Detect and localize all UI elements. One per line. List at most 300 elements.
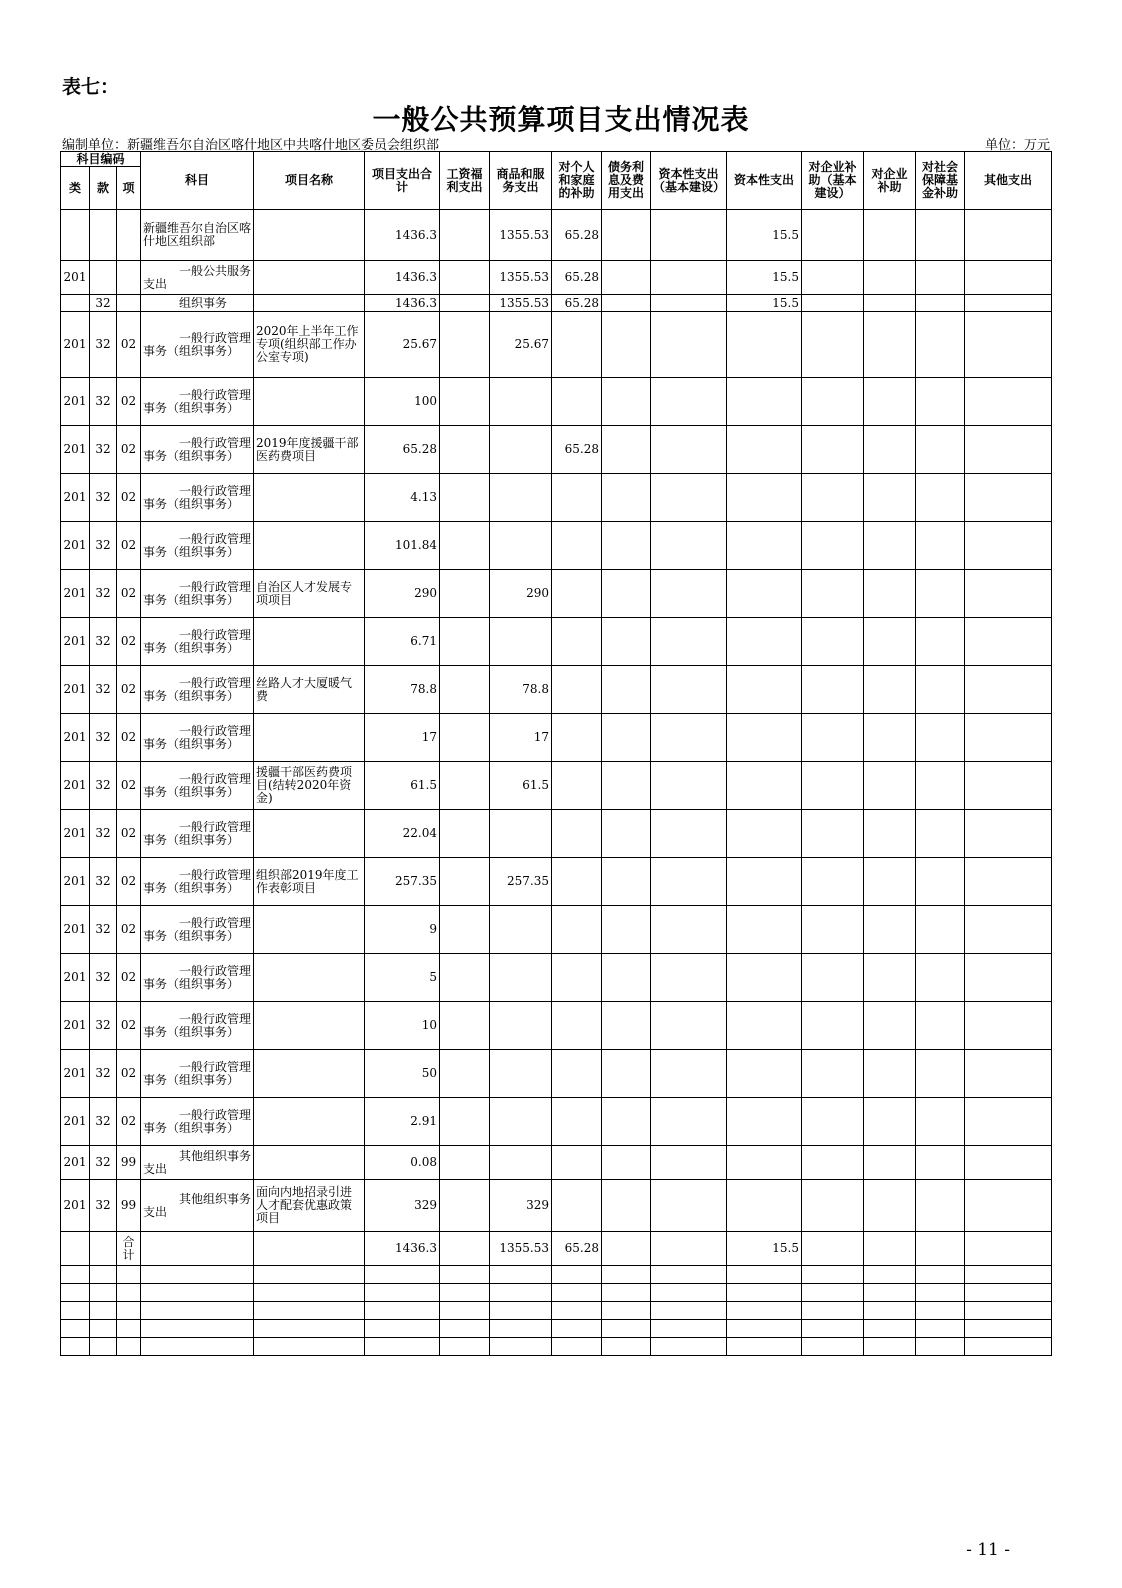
subject-cell: 一般行政管理事务（组织事务） <box>141 810 254 858</box>
project-name-cell <box>254 295 365 312</box>
empty-cell <box>651 1266 727 1284</box>
empty-cell <box>61 1302 90 1320</box>
xiang-cell: 02 <box>117 570 141 618</box>
individual-subsidy-cell <box>552 1180 602 1232</box>
capital-cell <box>727 858 802 906</box>
goods-services-cell <box>490 954 552 1002</box>
goods-services-cell <box>490 1050 552 1098</box>
capital-cell <box>727 570 802 618</box>
enterprise-basic-cell <box>802 312 864 378</box>
other-cell <box>965 570 1052 618</box>
empty-cell <box>965 1266 1052 1284</box>
project-name-cell: 2019年度援疆干部医药费项目 <box>254 426 365 474</box>
enterprise-cell <box>864 474 916 522</box>
empty-cell <box>490 1338 552 1356</box>
empty-cell <box>141 1266 254 1284</box>
kuan-cell: 32 <box>90 426 117 474</box>
enterprise-basic-cell <box>802 1180 864 1232</box>
empty-row <box>61 1266 1052 1284</box>
other-cell <box>965 378 1052 426</box>
page-number: - 11 - <box>966 1540 1010 1560</box>
lei-cell: 201 <box>61 762 90 810</box>
lei-cell: 201 <box>61 474 90 522</box>
capital-basic-cell <box>651 570 727 618</box>
empty-cell <box>365 1266 440 1284</box>
goods-services-cell: 290 <box>490 570 552 618</box>
page-title: 一般公共预算项目支出情况表 <box>372 103 750 136</box>
capital-basic-cell <box>651 714 727 762</box>
wage-welfare-cell <box>440 210 490 261</box>
goods-services-cell <box>490 426 552 474</box>
empty-cell <box>117 1284 141 1302</box>
social-security-cell <box>916 261 965 295</box>
wage-welfare-cell <box>440 474 490 522</box>
capital-cell <box>727 1002 802 1050</box>
other-cell <box>965 858 1052 906</box>
wage-welfare-cell <box>440 810 490 858</box>
other-cell <box>965 618 1052 666</box>
capital-cell <box>727 378 802 426</box>
debt-interest-cell <box>602 1050 651 1098</box>
lei-cell: 201 <box>61 714 90 762</box>
xiang-cell: 02 <box>117 1002 141 1050</box>
goods-services-cell: 1355.53 <box>490 261 552 295</box>
empty-cell <box>602 1284 651 1302</box>
capital-cell <box>727 522 802 570</box>
empty-row <box>61 1302 1052 1320</box>
total-cell: 257.35 <box>365 858 440 906</box>
table-row <box>61 261 1052 295</box>
project-name-cell <box>254 210 365 261</box>
capital-cell <box>727 1180 802 1232</box>
xiang-cell: 02 <box>117 762 141 810</box>
header-kuan: 款 <box>90 167 117 210</box>
capital-cell <box>727 714 802 762</box>
enterprise-basic-cell <box>802 570 864 618</box>
subject-cell: 一般行政管理事务（组织事务） <box>141 1050 254 1098</box>
xiang-cell: 99 <box>117 1146 141 1180</box>
social-security-cell <box>916 858 965 906</box>
xiang-cell: 02 <box>117 858 141 906</box>
enterprise-basic-cell <box>802 954 864 1002</box>
empty-cell <box>141 1302 254 1320</box>
enterprise-cell <box>864 378 916 426</box>
capital-basic-cell <box>651 522 727 570</box>
social-security-cell <box>916 522 965 570</box>
total-cell: 50 <box>365 1050 440 1098</box>
debt-interest-cell <box>602 570 651 618</box>
header-other: 其他支出 <box>965 152 1052 210</box>
goods-services-cell <box>490 1146 552 1180</box>
subject-cell <box>141 1232 254 1266</box>
project-name-cell <box>254 1002 365 1050</box>
empty-cell <box>440 1320 490 1338</box>
empty-cell <box>802 1320 864 1338</box>
empty-cell <box>490 1320 552 1338</box>
empty-cell <box>727 1320 802 1338</box>
project-name-cell <box>254 474 365 522</box>
other-cell <box>965 1002 1052 1050</box>
xiang-cell <box>117 210 141 261</box>
capital-basic-cell <box>651 426 727 474</box>
wage-welfare-cell <box>440 1002 490 1050</box>
empty-cell <box>365 1338 440 1356</box>
enterprise-basic-cell <box>802 261 864 295</box>
empty-cell <box>552 1320 602 1338</box>
table-row <box>61 1050 1052 1098</box>
kuan-cell: 32 <box>90 295 117 312</box>
unit-label: 单位：万元 <box>984 138 1050 153</box>
empty-cell <box>965 1302 1052 1320</box>
empty-cell <box>727 1338 802 1356</box>
enterprise-cell <box>864 295 916 312</box>
xiang-cell: 02 <box>117 312 141 378</box>
enterprise-basic-cell <box>802 1050 864 1098</box>
goods-services-cell <box>490 1098 552 1146</box>
other-cell <box>965 426 1052 474</box>
lei-cell: 201 <box>61 570 90 618</box>
table-row <box>61 474 1052 522</box>
enterprise-basic-cell <box>802 1002 864 1050</box>
individual-subsidy-cell: 65.28 <box>552 295 602 312</box>
capital-basic-cell <box>651 261 727 295</box>
enterprise-cell <box>864 1180 916 1232</box>
lei-cell: 201 <box>61 618 90 666</box>
total-cell: 2.91 <box>365 1098 440 1146</box>
lei-cell: 201 <box>61 858 90 906</box>
individual-subsidy-cell: 65.28 <box>552 1232 602 1266</box>
debt-interest-cell <box>602 906 651 954</box>
project-name-cell <box>254 618 365 666</box>
header-xiang: 项 <box>117 167 141 210</box>
empty-cell <box>727 1266 802 1284</box>
empty-cell <box>916 1266 965 1284</box>
total-cell: 100 <box>365 378 440 426</box>
total-label: 合计 <box>117 1232 141 1266</box>
xiang-cell: 02 <box>117 714 141 762</box>
table-row <box>61 1098 1052 1146</box>
empty-cell <box>141 1338 254 1356</box>
social-security-cell <box>916 666 965 714</box>
individual-subsidy-cell: 65.28 <box>552 261 602 295</box>
empty-cell <box>61 1338 90 1356</box>
subject-cell: 其他组织事务支出 <box>141 1146 254 1180</box>
table-label: 表七： <box>62 76 120 98</box>
empty-cell <box>965 1284 1052 1302</box>
other-cell <box>965 762 1052 810</box>
total-cell: 1436.3 <box>365 261 440 295</box>
capital-cell: 15.5 <box>727 1232 802 1266</box>
goods-services-cell <box>490 1002 552 1050</box>
empty-cell <box>61 1284 90 1302</box>
social-security-cell <box>916 618 965 666</box>
total-cell: 101.84 <box>365 522 440 570</box>
individual-subsidy-cell <box>552 858 602 906</box>
capital-cell: 15.5 <box>727 295 802 312</box>
lei-cell: 201 <box>61 1050 90 1098</box>
xiang-cell: 02 <box>117 426 141 474</box>
capital-cell <box>727 474 802 522</box>
debt-interest-cell <box>602 1232 651 1266</box>
goods-services-cell <box>490 378 552 426</box>
individual-subsidy-cell <box>552 522 602 570</box>
empty-cell <box>141 1284 254 1302</box>
empty-cell <box>552 1284 602 1302</box>
other-cell <box>965 1180 1052 1232</box>
empty-cell <box>864 1266 916 1284</box>
total-cell: 0.08 <box>365 1146 440 1180</box>
xiang-cell: 02 <box>117 618 141 666</box>
subject-cell: 一般行政管理事务（组织事务） <box>141 954 254 1002</box>
other-cell <box>965 1232 1052 1266</box>
prepared-by: 编制单位：新疆维吾尔自治区喀什地区中共喀什地区委员会组织部 <box>62 138 440 153</box>
enterprise-basic-cell <box>802 714 864 762</box>
lei-cell: 201 <box>61 378 90 426</box>
social-security-cell <box>916 474 965 522</box>
enterprise-basic-cell <box>802 1098 864 1146</box>
other-cell <box>965 1050 1052 1098</box>
debt-interest-cell <box>602 295 651 312</box>
project-name-cell: 组织部2019年度工作表彰项目 <box>254 858 365 906</box>
capital-cell <box>727 954 802 1002</box>
enterprise-cell <box>864 954 916 1002</box>
project-name-cell <box>254 522 365 570</box>
capital-basic-cell <box>651 1098 727 1146</box>
debt-interest-cell <box>602 474 651 522</box>
wage-welfare-cell <box>440 1146 490 1180</box>
social-security-cell <box>916 762 965 810</box>
xiang-cell: 02 <box>117 522 141 570</box>
lei-cell <box>61 210 90 261</box>
wage-welfare-cell <box>440 1180 490 1232</box>
empty-cell <box>61 1320 90 1338</box>
wage-welfare-cell <box>440 1232 490 1266</box>
total-cell: 329 <box>365 1180 440 1232</box>
header-subject: 科目 <box>141 152 254 210</box>
project-name-cell: 自治区人才发展专项项目 <box>254 570 365 618</box>
lei-cell: 201 <box>61 1146 90 1180</box>
empty-cell <box>727 1302 802 1320</box>
lei-cell <box>61 295 90 312</box>
header-lei: 类 <box>61 167 90 210</box>
enterprise-cell <box>864 261 916 295</box>
xiang-cell: 99 <box>117 1180 141 1232</box>
empty-cell <box>440 1302 490 1320</box>
empty-row <box>61 1320 1052 1338</box>
enterprise-cell <box>864 522 916 570</box>
lei-cell: 201 <box>61 810 90 858</box>
empty-cell <box>916 1284 965 1302</box>
capital-basic-cell <box>651 474 727 522</box>
header-project-name: 项目名称 <box>254 152 365 210</box>
subject-cell: 一般行政管理事务（组织事务） <box>141 618 254 666</box>
empty-cell <box>916 1320 965 1338</box>
header-capital-basic: 资本性支出（基本建设） <box>651 152 727 210</box>
empty-cell <box>90 1320 117 1338</box>
capital-cell <box>727 312 802 378</box>
kuan-cell: 32 <box>90 1180 117 1232</box>
other-cell <box>965 1146 1052 1180</box>
kuan-cell: 32 <box>90 312 117 378</box>
empty-cell <box>552 1338 602 1356</box>
empty-cell <box>602 1320 651 1338</box>
individual-subsidy-cell <box>552 570 602 618</box>
capital-cell <box>727 762 802 810</box>
enterprise-cell <box>864 1002 916 1050</box>
empty-cell <box>802 1284 864 1302</box>
capital-basic-cell <box>651 810 727 858</box>
kuan-cell: 32 <box>90 474 117 522</box>
subject-cell: 新疆维吾尔自治区喀什地区组织部 <box>141 210 254 261</box>
enterprise-cell <box>864 426 916 474</box>
kuan-cell: 32 <box>90 858 117 906</box>
social-security-cell <box>916 714 965 762</box>
other-cell <box>965 295 1052 312</box>
empty-cell <box>602 1266 651 1284</box>
kuan-cell: 32 <box>90 378 117 426</box>
enterprise-basic-cell <box>802 426 864 474</box>
table-row <box>61 1180 1052 1232</box>
empty-cell <box>651 1338 727 1356</box>
other-cell <box>965 666 1052 714</box>
empty-cell <box>90 1266 117 1284</box>
project-name-cell: 2020年上半年工作专项(组织部工作办公室专项) <box>254 312 365 378</box>
project-name-cell <box>254 810 365 858</box>
social-security-cell <box>916 954 965 1002</box>
budget-table <box>60 151 1052 1356</box>
table-row <box>61 1146 1052 1180</box>
capital-cell: 15.5 <box>727 210 802 261</box>
xiang-cell: 02 <box>117 474 141 522</box>
kuan-cell: 32 <box>90 1146 117 1180</box>
xiang-cell: 02 <box>117 1098 141 1146</box>
enterprise-basic-cell <box>802 1232 864 1266</box>
empty-cell <box>602 1302 651 1320</box>
kuan-cell: 32 <box>90 570 117 618</box>
wage-welfare-cell <box>440 378 490 426</box>
empty-cell <box>117 1338 141 1356</box>
goods-services-cell: 25.67 <box>490 312 552 378</box>
empty-cell <box>61 1266 90 1284</box>
capital-cell <box>727 1098 802 1146</box>
goods-services-cell: 1355.53 <box>490 295 552 312</box>
wage-welfare-cell <box>440 1098 490 1146</box>
total-cell: 1436.3 <box>365 210 440 261</box>
empty-cell <box>90 1284 117 1302</box>
enterprise-basic-cell <box>802 906 864 954</box>
enterprise-cell <box>864 810 916 858</box>
enterprise-basic-cell <box>802 522 864 570</box>
xiang-cell: 02 <box>117 810 141 858</box>
project-name-cell <box>254 1050 365 1098</box>
enterprise-basic-cell <box>802 858 864 906</box>
empty-cell <box>490 1284 552 1302</box>
enterprise-basic-cell <box>802 762 864 810</box>
table-row <box>61 714 1052 762</box>
enterprise-cell <box>864 312 916 378</box>
capital-basic-cell <box>651 295 727 312</box>
debt-interest-cell <box>602 762 651 810</box>
social-security-cell <box>916 1002 965 1050</box>
project-name-cell: 面向内地招录引进人才配套优惠政策项目 <box>254 1180 365 1232</box>
empty-cell <box>365 1320 440 1338</box>
empty-cell <box>802 1302 864 1320</box>
capital-basic-cell <box>651 1050 727 1098</box>
goods-services-cell: 61.5 <box>490 762 552 810</box>
xiang-cell <box>117 261 141 295</box>
individual-subsidy-cell <box>552 1050 602 1098</box>
social-security-cell <box>916 1180 965 1232</box>
wage-welfare-cell <box>440 1050 490 1098</box>
header-individual-subsidy: 对个人和家庭的补助 <box>552 152 602 210</box>
kuan-cell <box>90 210 117 261</box>
enterprise-cell <box>864 570 916 618</box>
capital-cell <box>727 1050 802 1098</box>
capital-cell: 15.5 <box>727 261 802 295</box>
project-name-cell <box>254 378 365 426</box>
debt-interest-cell <box>602 1146 651 1180</box>
subject-cell: 一般行政管理事务（组织事务） <box>141 378 254 426</box>
wage-welfare-cell <box>440 666 490 714</box>
individual-subsidy-cell <box>552 906 602 954</box>
subject-cell: 一般公共服务支出 <box>141 261 254 295</box>
capital-basic-cell <box>651 378 727 426</box>
goods-services-cell: 329 <box>490 1180 552 1232</box>
total-cell: 61.5 <box>365 762 440 810</box>
empty-cell <box>916 1338 965 1356</box>
capital-cell <box>727 618 802 666</box>
empty-cell <box>440 1338 490 1356</box>
enterprise-basic-cell <box>802 666 864 714</box>
subject-cell: 一般行政管理事务（组织事务） <box>141 666 254 714</box>
lei-cell: 201 <box>61 666 90 714</box>
capital-basic-cell <box>651 1180 727 1232</box>
table-row <box>61 210 1052 261</box>
debt-interest-cell <box>602 618 651 666</box>
header-total: 项目支出合计 <box>365 152 440 210</box>
project-name-cell <box>254 1232 365 1266</box>
goods-services-cell: 78.8 <box>490 666 552 714</box>
empty-cell <box>90 1338 117 1356</box>
wage-welfare-cell <box>440 954 490 1002</box>
empty-cell <box>802 1338 864 1356</box>
enterprise-basic-cell <box>802 1146 864 1180</box>
other-cell <box>965 810 1052 858</box>
kuan-cell: 32 <box>90 1098 117 1146</box>
project-name-cell <box>254 261 365 295</box>
enterprise-cell <box>864 666 916 714</box>
wage-welfare-cell <box>440 261 490 295</box>
empty-cell <box>440 1284 490 1302</box>
total-cell: 6.71 <box>365 618 440 666</box>
empty-cell <box>440 1266 490 1284</box>
project-name-cell <box>254 1146 365 1180</box>
empty-cell <box>802 1266 864 1284</box>
enterprise-cell <box>864 618 916 666</box>
lei-cell: 201 <box>61 522 90 570</box>
table-row <box>61 312 1052 378</box>
header-goods-services: 商品和服务支出 <box>490 152 552 210</box>
empty-cell <box>254 1284 365 1302</box>
goods-services-cell <box>490 474 552 522</box>
xiang-cell: 02 <box>117 954 141 1002</box>
header-capital: 资本性支出 <box>727 152 802 210</box>
subject-cell: 一般行政管理事务（组织事务） <box>141 1098 254 1146</box>
project-name-cell <box>254 1098 365 1146</box>
xiang-cell: 02 <box>117 378 141 426</box>
goods-services-cell: 257.35 <box>490 858 552 906</box>
social-security-cell <box>916 312 965 378</box>
